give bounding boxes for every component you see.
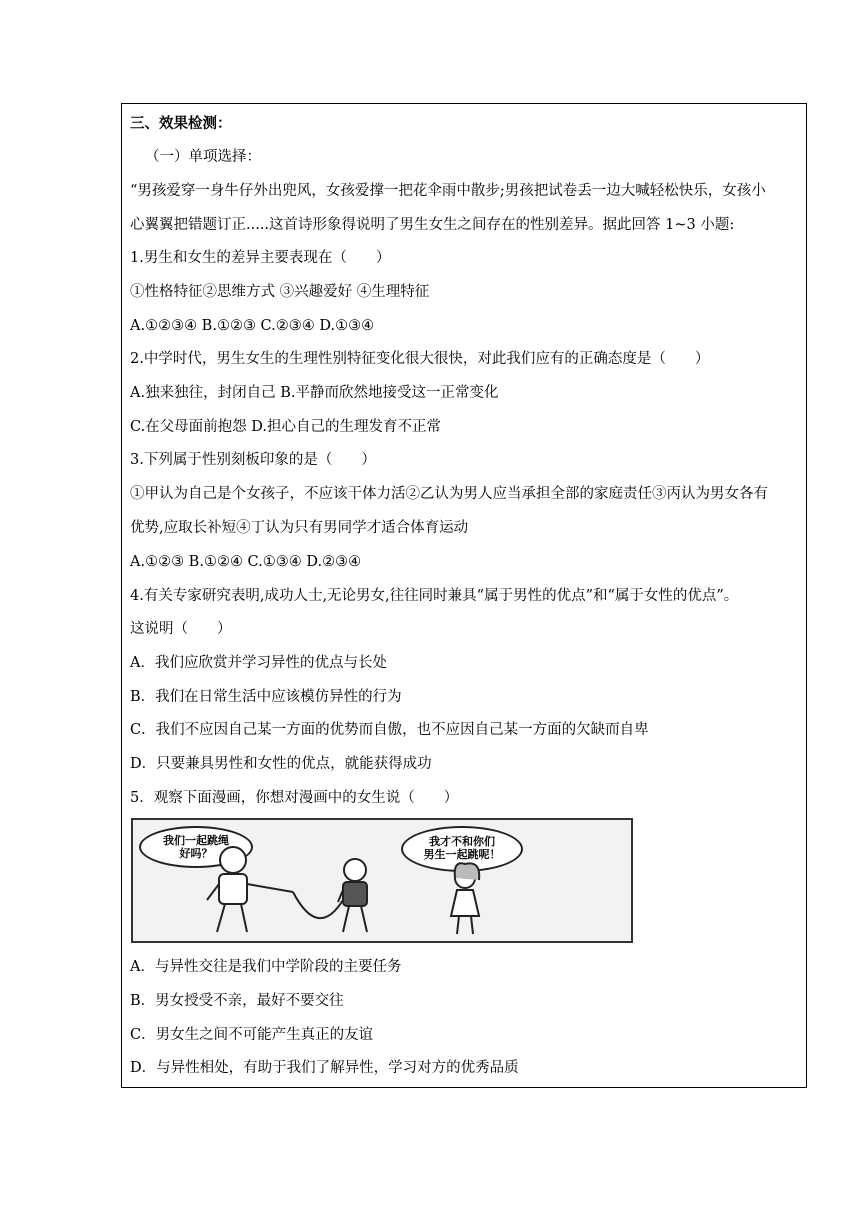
q5-option-a: A．与异性交往是我们中学阶段的主要任务 [130, 959, 402, 975]
q1-items: ①性格特征②思维方式 ③兴趣爱好 ④生理特征 [130, 284, 430, 300]
q1-options: A.①②③④ B.①②③ C.②③④ D.①③④ [130, 318, 375, 334]
q4-stem-line2: 这说明（ ） [130, 621, 232, 637]
q5-option-b: B．男女授受不亲，最好不要交往 [130, 993, 344, 1009]
q4-option-b: B．我们在日常生活中应该模仿异性的行为 [130, 689, 402, 705]
comic-bubble-left: 我们一起跳绳 好吗？ [139, 826, 253, 868]
section-title: 三、效果检测： [130, 115, 232, 132]
q4-option-d: D．只要兼具男性和女性的优点，就能获得成功 [130, 756, 432, 772]
q3-stem: 3.下列属于性别刻板印象的是（ ） [130, 452, 376, 468]
q3-options: A.①②③ B.①②④ C.①③④ D.②③④ [130, 554, 362, 570]
q3-items-line2: 优势,应取长补短④丁认为只有男同学才适合体育运动 [130, 520, 469, 536]
q4-stem-line1: 4.有关专家研究表明,成功人士,无论男女,往往同时兼具“属于男性的优点”和“属于女性的优点”。 [130, 588, 739, 604]
q1-stem: 1.男生和女生的差异主要表现在（ ） [130, 250, 391, 266]
comic-bubble-right: 我才不和你们 男生一起跳呢！ [401, 826, 523, 872]
boy-figure-left [207, 847, 293, 932]
q2-stem: 2.中学时代，男生女生的生理性别特征变化很大很快，对此我们应有的正确态度是（ ） [130, 351, 710, 367]
q3-items-line1: ①甲认为自己是个女孩子，不应该干体力活②乙认为男人应当承担全部的家庭责任③丙认为男女各有 [130, 486, 768, 502]
q5-option-d: D．与异性相处，有助于我们了解异性，学习对方的优秀品质 [130, 1060, 519, 1076]
intro-line-2: 心翼翼把错题订正.....这首诗形象得说明了男生女生之间存在的性别差异。据此回答 1~3 小题: [130, 217, 735, 233]
q4-option-c: C．我们不应因自己某一方面的优势而自傲，也不应因自己某一方面的欠缺而自卑 [130, 722, 649, 738]
intro-line-1: “男孩爱穿一身牛仔外出兜风，女孩爱撑一把花伞雨中散步;男孩把试卷丢一边大喊轻松快乐，女孩小 [130, 183, 766, 199]
q5-option-c: C．男女生之间不可能产生真正的友谊 [130, 1027, 374, 1043]
comic-illustration [131, 818, 633, 943]
section-subtitle: （一）单项选择： [145, 149, 261, 165]
boy-figure-middle [338, 859, 367, 932]
jump-rope [293, 892, 343, 918]
q5-stem: 5．观察下面漫画，你想对漫画中的女生说（ ） [130, 790, 459, 806]
comic-figures [133, 820, 631, 941]
girl-figure [451, 863, 479, 934]
q2-options-row1: A.独来独往，封闭自己 B.平静而欣然地接受这一正常变化 [130, 385, 499, 401]
q2-options-row2: C.在父母面前抱怨 D.担心自己的生理发育不正常 [130, 419, 442, 435]
q4-option-a: A．我们应欣赏并学习异性的优点与长处 [130, 655, 387, 671]
